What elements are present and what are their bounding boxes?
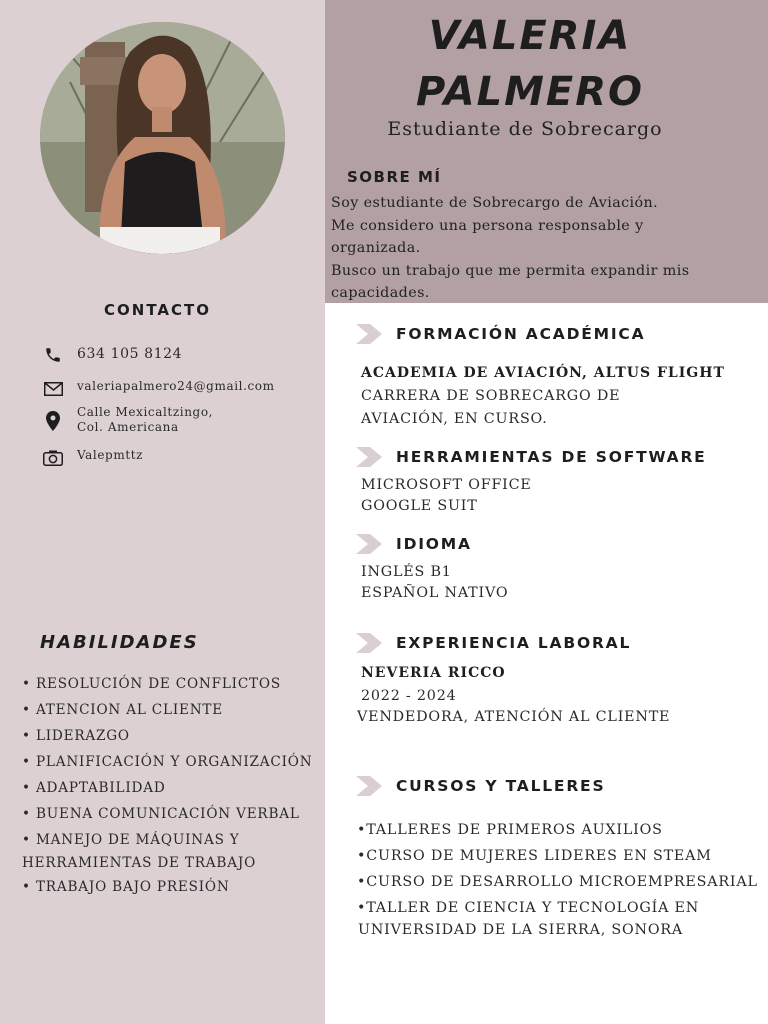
language-item: ESPAÑOL NATIVO: [361, 585, 509, 601]
chevron-right-icon: [356, 776, 382, 796]
contact-phone: [42, 345, 182, 365]
address: [77, 405, 213, 435]
skill-item: • TRABAJO BAJO PRESIÓN: [22, 879, 230, 895]
skill-item: • PLANIFICACIÓN Y ORGANIZACIÓN: [22, 754, 313, 770]
email-address: valeriapalmero24@gmail.com: [77, 379, 275, 393]
phone-number: 634 105 8124: [77, 346, 183, 362]
education-line: AVIACIÓN, EN CURSO.: [361, 411, 548, 427]
instagram-handle: Valepmttz: [77, 448, 144, 462]
name-first: VALERIA: [428, 13, 632, 59]
skill-item: • RESOLUCIÓN DE CONFLICTOS: [22, 676, 281, 692]
about-text: [331, 192, 761, 305]
language-item: INGLÉS B1: [361, 564, 452, 580]
skills-list: [22, 671, 322, 900]
address-line-1: Calle Mexicaltzingo,: [77, 405, 214, 419]
experience-company: NEVERIA RICCO: [361, 665, 506, 681]
about-line: Busco un trabajo que me permita expandir mis: [331, 262, 690, 279]
skills-heading: HABILIDADES: [40, 632, 199, 653]
skill-item: • BUENA COMUNICACIÓN VERBAL: [22, 806, 300, 822]
education-heading: FORMACIÓN ACADÉMICA: [396, 325, 646, 343]
profile-photo: [40, 22, 285, 254]
about-line: Soy estudiante de Sobrecargo de Aviación.: [331, 195, 659, 211]
about-line: Me considero una persona responsable y: [331, 217, 644, 234]
experience-period: 2022 - 2024: [361, 688, 457, 704]
contact-address: [42, 405, 213, 437]
envelope-icon: [42, 379, 64, 399]
experience-header: [356, 633, 631, 653]
software-heading: HERRAMIENTAS DE SOFTWARE: [396, 448, 707, 466]
contact-email: [42, 379, 275, 399]
languages-header: [356, 534, 472, 554]
languages-heading: IDIOMA: [396, 535, 472, 553]
about-heading: SOBRE MÍ: [347, 168, 442, 186]
software-header: [356, 447, 707, 467]
course-item: UNIVERSIDAD DE LA SIERRA, SONORA: [358, 922, 684, 938]
about-line: organizada.: [331, 240, 421, 256]
contact-heading: CONTACTO: [104, 301, 211, 319]
education-line: CARRERA DE SOBRECARGO DE: [361, 388, 621, 404]
chevron-right-icon: [356, 324, 382, 344]
skill-item: • ATENCION AL CLIENTE: [22, 702, 223, 718]
courses-heading: CURSOS Y TALLERES: [396, 777, 606, 795]
course-item: •CURSO DE DESARROLLO MICROEMPRESARIAL: [357, 874, 758, 890]
about-line: capacidades.: [331, 285, 430, 301]
software-item: MICROSOFT OFFICE: [361, 477, 532, 493]
software-item: GOOGLE SUIT: [361, 498, 478, 514]
experience-heading: EXPERIENCIA LABORAL: [396, 634, 632, 652]
courses-header: [356, 776, 605, 796]
address-line-2: Col. Americana: [77, 420, 179, 434]
chevron-right-icon: [356, 447, 382, 467]
name-last: PALMERO: [415, 69, 645, 115]
chevron-right-icon: [356, 633, 382, 653]
chevron-right-icon: [356, 534, 382, 554]
skill-item: • ADAPTABILIDAD: [22, 780, 166, 796]
camera-icon: [42, 448, 64, 468]
course-item: •TALLERES DE PRIMEROS AUXILIOS: [357, 822, 663, 838]
experience-role: VENDEDORA, ATENCIÓN AL CLIENTE: [357, 709, 671, 725]
course-item: •TALLER DE CIENCIA Y TECNOLOGÍA EN: [357, 900, 700, 916]
skill-item: • LIDERAZGO: [22, 728, 130, 744]
education-school: ACADEMIA DE AVIACIÓN, ALTUS FLIGHT: [361, 365, 725, 381]
phone-icon: [42, 345, 64, 365]
contact-instagram: [42, 448, 143, 468]
location-pin-icon: [42, 405, 64, 437]
course-item: •CURSO DE MUJERES LIDERES EN STEAM: [357, 848, 712, 864]
job-title: Estudiante de Sobrecargo: [387, 118, 663, 140]
full-name: [325, 8, 735, 120]
education-header: [356, 324, 645, 344]
skill-item: • MANEJO DE MÁQUINAS Y HERRAMIENTAS DE TRABAJO: [22, 832, 257, 871]
